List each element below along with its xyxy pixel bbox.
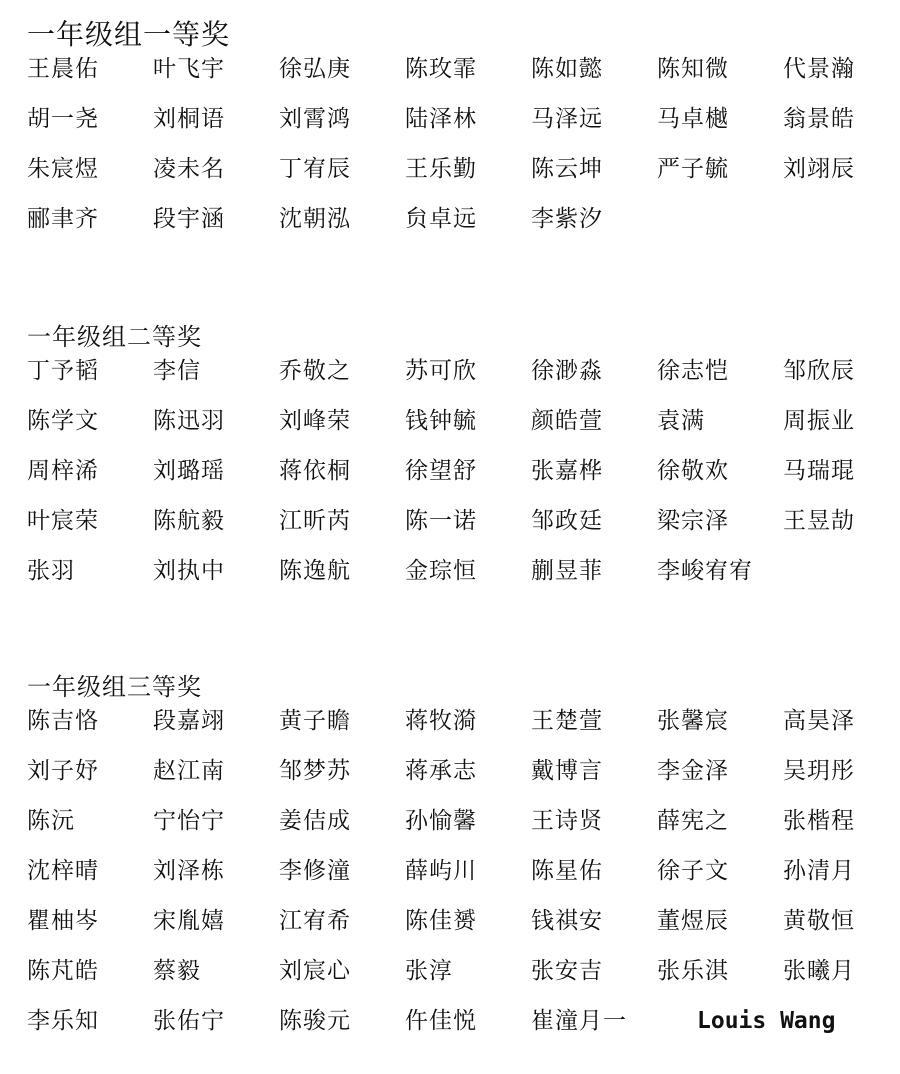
award-name: 沈朝泓 bbox=[279, 206, 351, 232]
award-name: 徐渺淼 bbox=[531, 358, 603, 384]
award-name: 董煜辰 bbox=[657, 908, 729, 934]
award-name: 张馨宸 bbox=[657, 708, 729, 734]
award-name: 陈知微 bbox=[657, 56, 729, 82]
award-name: 段嘉翊 bbox=[153, 708, 225, 734]
award-name: 邹欣辰 bbox=[783, 358, 855, 384]
award-name: 周振业 bbox=[783, 408, 855, 434]
award-name: 张嘉桦 bbox=[531, 458, 603, 484]
award-name: 宋胤嬉 bbox=[153, 908, 225, 934]
award-name: 王诗贤 bbox=[531, 808, 603, 834]
award-name: 马瑞琨 bbox=[783, 458, 855, 484]
award-name: 蒋依桐 bbox=[279, 458, 351, 484]
award-name: 张淳 bbox=[405, 958, 453, 984]
award-name: 颜皓萱 bbox=[531, 408, 603, 434]
award-name: 徐子文 bbox=[657, 858, 729, 884]
award-name: 乔敬之 bbox=[279, 358, 351, 384]
award-name: 徐弘庚 bbox=[279, 56, 351, 82]
award-name: 江昕芮 bbox=[279, 508, 351, 534]
award-name: 崔潼月一 bbox=[531, 1008, 627, 1034]
award-name: 张安吉 bbox=[531, 958, 603, 984]
award-name: 刘峰荣 bbox=[279, 408, 351, 434]
award-name: 陈骏元 bbox=[279, 1008, 351, 1034]
award-name: 叶飞宇 bbox=[153, 56, 225, 82]
award-name: 梁宗泽 bbox=[657, 508, 729, 534]
award-name: 陈学文 bbox=[27, 408, 99, 434]
award-name: 严子毓 bbox=[657, 156, 729, 182]
award-name: 陈云坤 bbox=[531, 156, 603, 182]
award-name: 邹梦苏 bbox=[279, 758, 351, 784]
award-name: 刘泽栋 bbox=[153, 858, 225, 884]
award-name: 丁宥辰 bbox=[279, 156, 351, 182]
award-name: 江宥希 bbox=[279, 908, 351, 934]
award-name: 徐敬欢 bbox=[657, 458, 729, 484]
award-name: 孙愉馨 bbox=[405, 808, 477, 834]
award-name: 仵佳悦 bbox=[405, 1008, 477, 1034]
award-name: 李修潼 bbox=[279, 858, 351, 884]
award-name: 瞿柚岑 bbox=[27, 908, 99, 934]
award-name: 陈星佑 bbox=[531, 858, 603, 884]
award-name: 陆泽林 bbox=[405, 106, 477, 132]
award-name: 钱钟毓 bbox=[405, 408, 477, 434]
award-name: 刘子妤 bbox=[27, 758, 99, 784]
award-name: 苏可欣 bbox=[405, 358, 477, 384]
award-name: 翁景皓 bbox=[783, 106, 855, 132]
award-name: 丁予韬 bbox=[27, 358, 99, 384]
award-name: 王乐勤 bbox=[405, 156, 477, 182]
award-name: 叶宸荣 bbox=[27, 508, 99, 534]
award-name: 刘桐语 bbox=[153, 106, 225, 132]
award-name: 金琮恒 bbox=[405, 558, 477, 584]
award-name: 陈航毅 bbox=[153, 508, 225, 534]
award-name: 凌未名 bbox=[153, 156, 225, 182]
award-name: 赵江南 bbox=[153, 758, 225, 784]
award-name: 黄子瞻 bbox=[279, 708, 351, 734]
award-name: 陈吉恪 bbox=[27, 708, 99, 734]
award-name: 刘璐瑶 bbox=[153, 458, 225, 484]
award-name: 陈芃皓 bbox=[27, 958, 99, 984]
award-name: 蒯昱菲 bbox=[531, 558, 603, 584]
award-name: 马泽远 bbox=[531, 106, 603, 132]
award-name: 吴玥彤 bbox=[783, 758, 855, 784]
award-name: 刘宸心 bbox=[279, 958, 351, 984]
award-name: 蒋牧漪 bbox=[405, 708, 477, 734]
award-name: 陈玫霏 bbox=[405, 56, 477, 82]
award-name: 王晨佑 bbox=[27, 56, 99, 82]
award-name: 刘执中 bbox=[153, 558, 225, 584]
award-name: 邹政廷 bbox=[531, 508, 603, 534]
award-name: 姜佶成 bbox=[279, 808, 351, 834]
award-name: 代景瀚 bbox=[783, 56, 855, 82]
award-name: 徐志恺 bbox=[657, 358, 729, 384]
award-name: 胡一尧 bbox=[27, 106, 99, 132]
award-name: 黄敬恒 bbox=[783, 908, 855, 934]
award-name: 李乐知 bbox=[27, 1008, 99, 1034]
award-name: 段宇涵 bbox=[153, 206, 225, 232]
award-name: 郦聿齐 bbox=[27, 206, 99, 232]
award-name: 宁怡宁 bbox=[153, 808, 225, 834]
award-name: 李信 bbox=[153, 358, 201, 384]
award-name: Louis Wang bbox=[697, 1008, 836, 1034]
award-name: 徐望舒 bbox=[405, 458, 477, 484]
award-name: 李峻宥宥 bbox=[657, 558, 753, 584]
section-title: 一年级组一等奖 bbox=[27, 18, 231, 51]
award-name: 贠卓远 bbox=[405, 206, 477, 232]
award-name: 张羽 bbox=[27, 558, 75, 584]
award-name: 陈一诺 bbox=[405, 508, 477, 534]
award-name: 孙清月 bbox=[783, 858, 855, 884]
section-title: 一年级组二等奖 bbox=[27, 323, 202, 351]
award-name: 戴博言 bbox=[531, 758, 603, 784]
award-name: 李紫汐 bbox=[531, 206, 603, 232]
award-name: 陈逸航 bbox=[279, 558, 351, 584]
award-name: 王楚萱 bbox=[531, 708, 603, 734]
award-name: 刘翊辰 bbox=[783, 156, 855, 182]
award-name: 王昱劼 bbox=[783, 508, 855, 534]
award-name: 蔡毅 bbox=[153, 958, 201, 984]
award-name: 薛宪之 bbox=[657, 808, 729, 834]
award-name: 高昊泽 bbox=[783, 708, 855, 734]
award-name: 薛屿川 bbox=[405, 858, 477, 884]
award-name: 陈佳赟 bbox=[405, 908, 477, 934]
award-name: 陈如懿 bbox=[531, 56, 603, 82]
award-name: 蒋承志 bbox=[405, 758, 477, 784]
section-title: 一年级组三等奖 bbox=[27, 673, 202, 701]
award-name: 朱宸煜 bbox=[27, 156, 99, 182]
award-name: 马卓樾 bbox=[657, 106, 729, 132]
award-name: 陈迅羽 bbox=[153, 408, 225, 434]
award-name: 钱祺安 bbox=[531, 908, 603, 934]
award-name: 周梓浠 bbox=[27, 458, 99, 484]
award-name: 张楷程 bbox=[783, 808, 855, 834]
award-name: 张佑宁 bbox=[153, 1008, 225, 1034]
award-name: 张曦月 bbox=[783, 958, 855, 984]
award-name: 刘霄鸿 bbox=[279, 106, 351, 132]
award-name: 李金泽 bbox=[657, 758, 729, 784]
award-name: 张乐淇 bbox=[657, 958, 729, 984]
award-name: 袁满 bbox=[657, 408, 705, 434]
award-name: 沈梓晴 bbox=[27, 858, 99, 884]
award-name: 陈沅 bbox=[27, 808, 75, 834]
